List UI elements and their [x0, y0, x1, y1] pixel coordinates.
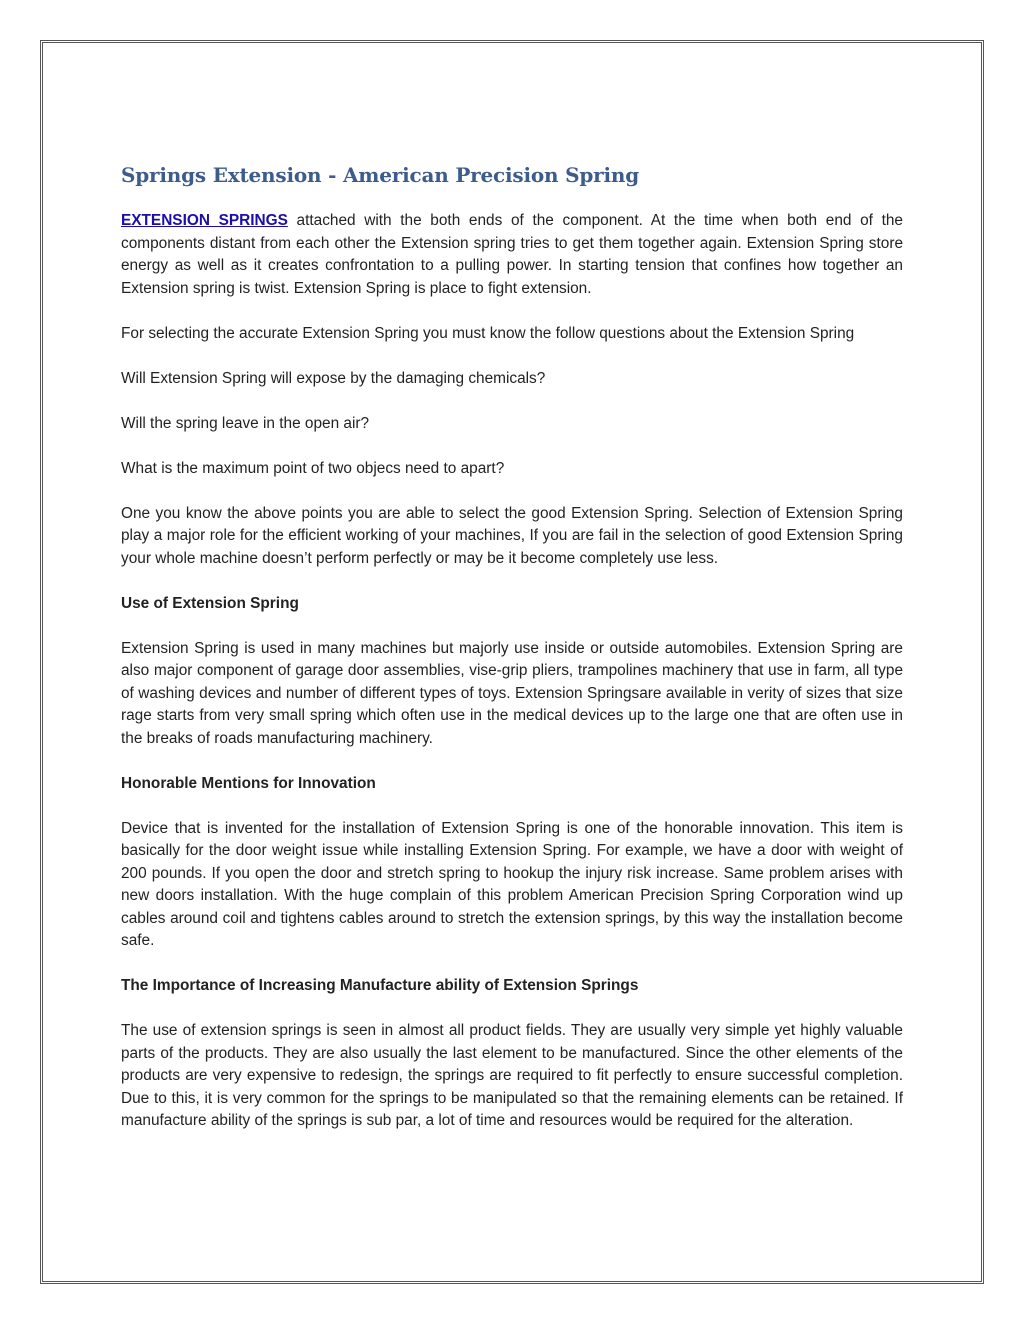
section-heading-importance: The Importance of Increasing Manufacture ability of Extension Springs — [121, 977, 639, 994]
document-title: Springs Extension - American Precision Spring — [121, 163, 639, 187]
importance-paragraph: The use of extension springs is seen in almost all product fields. They are usually very simple yet highly valuable parts of the products. They are also usually the last element to be manufactured. Since the other elements of the products are very expensive to redesign, the springs are required to fit perfectly to ensure successful completion. Due to this, it is very common for the springs to be manipulated so that the remaining elements can be retained. If manufacture ability of the springs is sub par, a lot of time and resources would be required for the alteration. — [121, 1022, 903, 1129]
intro-text: attached with the both ends of the component. At the time when both end of the components distant from each other the Extension spring tries to get them together again. Extension Spring store energy as well as it creates confrontation to a pulling power. In starting tension that confines how together an Extension spring is twist. Extension Spring is place to fight extension. — [121, 212, 903, 297]
question-chemicals: Will Extension Spring will expose by the damaging chemicals? — [121, 369, 546, 387]
section-heading-honorable: Honorable Mentions for Innovation — [121, 774, 376, 792]
use-paragraph: Extension Spring is used in many machines but majorly use inside or outside automobiles. Extension Spring are also major component of garage door assemblies, vise-grip pliers, trampolines machinery that use in farm, all type of washing devices and number of different types of toys. Extension Springsare available in verity of sizes that size rage starts from very small spring which often use in the medical devices up to the large one that are often use in the breaks of roads manufacturing machinery. — [121, 639, 903, 747]
intro-paragraph — [121, 210, 903, 300]
selecting-paragraph: For selecting the accurate Extension Spring you must know the follow questions about the Extension Spring — [121, 324, 855, 342]
question-open-air: Will the spring leave in the open air? — [121, 414, 370, 432]
question-max-point: What is the maximum point of two objecs need to apart? — [121, 459, 505, 477]
document-body — [121, 160, 903, 1155]
section-heading-use: Use of Extension Spring — [121, 594, 299, 612]
once-paragraph: One you know the above points you are able to select the good Extension Spring. Selection of Extension Spring play a major role for the efficient working of your machines, If you are fail in the selection of good Extension Spring your whole machine doesn’t perform perfectly or may be it become completely use less. — [121, 504, 903, 567]
honorable-paragraph: Device that is invented for the installation of Extension Spring is one of the honorable innovation. This item is basically for the door weight issue while installing Extension Spring. For example, we have a door with weight of 200 pounds. If you open the door and stretch spring to hookup the injury risk increase. Same problem arises with new doors installation. With the huge complain of this problem American Precision Spring Corporation wind up cables around coil and tightens cables around to stretch the extension springs, by this way the installation become safe. — [121, 819, 903, 949]
extension-springs-link[interactable]: EXTENSION SPRINGS — [121, 212, 288, 229]
